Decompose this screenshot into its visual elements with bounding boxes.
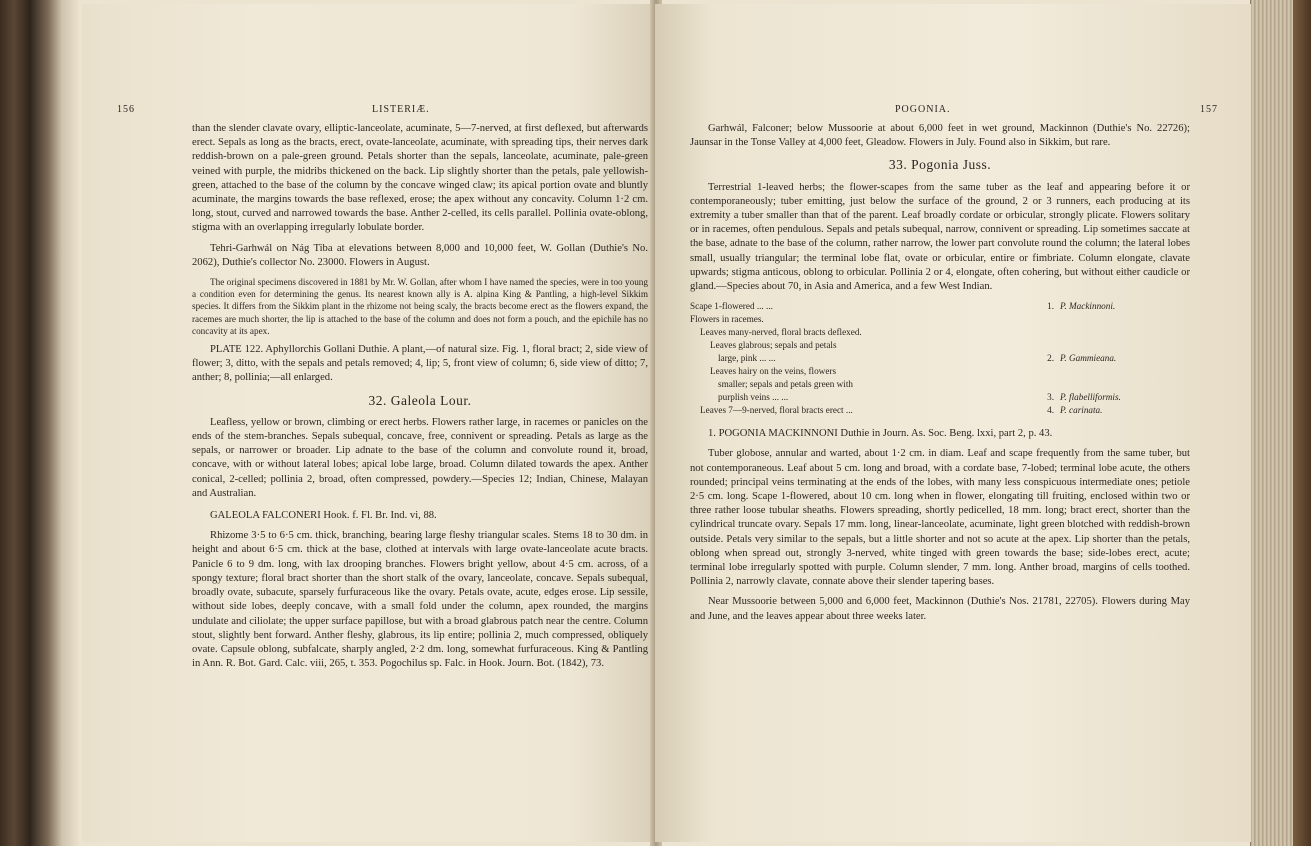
key-text: smaller; sepals and petals green with xyxy=(718,379,853,390)
species-reference: 1. POGONIA MACKINNONI Duthie in Journ. As. Soc. Beng. lxxi, part 2, p. 43. xyxy=(708,428,1053,440)
key-species: P. flabelliformis. xyxy=(1060,392,1121,403)
left-page xyxy=(82,4,655,842)
locality: Near Mussoorie between 5,000 and 6,000 feet, Mackinnon (Duthie's Nos. 21781, 22705). Flowers during May and June, and the leaves appear about three weeks later. xyxy=(690,596,1190,622)
key-species xyxy=(1054,378,1190,391)
species-key xyxy=(690,300,1190,417)
key-species xyxy=(1054,313,1190,326)
key-row xyxy=(690,300,1190,313)
running-head-left: LISTERIÆ. xyxy=(372,104,430,115)
key-number xyxy=(1032,339,1054,352)
page-edges xyxy=(1250,0,1311,846)
footnote: The original specimens discovered in 1881 by Mr. W. Gollan, after whom I have named the species, were in too young a condition even for determining the genus. Its nearest known ally is A. alpina King & Pantling, a high-level Sikkim species. It differs from the Sikkim plant in the rhizome not being scaly, the bracts become erect as the flowers expand, the racemes are much shorter, the lip is attached to the base of the column and does not form a pouch, and the epichile has no concavity at its apex. xyxy=(192,277,648,336)
key-species: P. Mackinnoni. xyxy=(1060,301,1116,312)
plate-caption: PLATE 122. Aphyllorchis Gollani Duthie. A plant,—of natural size. Fig. 1, floral bract; 2, side view of flower; 3, ditto, with the sepals and petals removed; 4, lip; 5, front view of column; 6, side view of ditto; 7, anther; 8, pollinia;—all enlarged. xyxy=(192,344,648,384)
key-number: 3. xyxy=(1047,392,1054,403)
key-text: Leaves hairy on the veins, flowers xyxy=(710,366,837,377)
right-page xyxy=(655,4,1251,842)
genus-heading: 32. Galeola Lour. xyxy=(368,392,472,408)
key-species xyxy=(1054,365,1190,378)
key-text: Leaves 7—9-nerved, floral bracts erect ... xyxy=(700,405,853,416)
species-reference: GALEOLA FALCONERI Hook. f. Fl. Br. Ind. vi, 88. xyxy=(210,510,437,522)
genus-description: Terrestrial 1-leaved herbs; the flower-scapes from the same tuber as the leaf and appearing before it or contemporaneously; tuber emitting, just below the surface of the ground, 2 or 3 runners, each producing at its extremity a tuber smaller than that of the parent. Leaf broadly cordate or orbicular, strongly plicate. Flowers solitary or in racemes, often pendulous. Sepals and petals subequal, narrow, connivent or spreading. Lip sometimes saccate at the base, adnate to the base of the column, rather narrow, the lower part convolute round the column; the lateral lobes small, usually triangular; the terminal lobe flat, ovate or orbicular, entire or fimbriate. Column elongate, clavate upwards; stigma anticous, oblong to orbicular. Pollinia 2 or 4, elongate, often cohering, but without either caudicle or gland.—Species about 70, in Asia and America, and a few West Indian. xyxy=(690,181,1190,293)
key-text: Flowers in racemes. xyxy=(690,314,764,325)
key-text: Scape 1-flowered ... ... xyxy=(690,301,773,312)
key-number xyxy=(1032,313,1054,326)
genus-description: Leafless, yellow or brown, climbing or erect herbs. Flowers rather large, in racemes or panicles on the ends of the stem-branches. Sepals subequal, concave, free, connivent or spreading. Petals as large as the sepals, or narrower or broader. Lip adnate to the base of the column and convolute round it, broad, concave, with or without lateral lobes; apical lobe large, broad. Column dilated towards the apex. Anther conical, 2-celled; pollinia 2, broad, often compressed, powdery.—Species 12; Indian, Chinese, Malayan and Australian. xyxy=(192,416,648,499)
key-number: 4. xyxy=(1047,405,1054,416)
key-species xyxy=(1054,326,1190,339)
running-head-right: POGONIA. xyxy=(895,104,951,115)
key-text: Leaves glabrous; sepals and petals xyxy=(710,340,837,351)
key-row xyxy=(690,365,1190,378)
paragraph: Tehri-Garhwál on Nág Tiba at elevations between 8,000 and 10,000 feet, W. Gollan (Duthie's No. 2062), Duthie's collector No. 23000. Flowers in August. xyxy=(192,242,648,268)
species-description: Rhizome 3·5 to 6·5 cm. thick, branching, bearing large fleshy triangular scales. Stems 18 to 30 dm. in height and about 6·5 cm. thick at the base, clothed at intervals with large ovate-lanceolate acute bracts. Panicle 6 to 9 dm. long, with lax drooping branches. Flowers bright yellow, about 4·5 cm. across, of a spongy texture; floral bract shorter than the short stalk of the ovary, lanceolate, concave. Sepals subequal, broadly ovate, subacute, sparsely furfuraceous like the ovary. Petals ovate, acute, edges erose. Lip sessile, without side lobes, deeply concave, with a small fold under the column, apex rounded, the margins undulate and ciliolate; the upper surface papillose, but with a broad glabrous patch near the centre. Column stout, slightly bent forward. Anther fleshy, glabrous, its lip entire; pollinia 2, much compressed, obliquely ovate. Capsule oblong, subfalcate, sharply angled, 2·2 dm. long, somewhat furfuraceous. King & Pantling in Ann. R. Bot. Gard. Calc. viii, 265, t. 353. Pogochilus sp. Falc. in Hook. Journ. Bot. (1842), 73. xyxy=(192,530,648,670)
key-row xyxy=(690,378,1190,391)
key-number xyxy=(1032,326,1054,339)
key-text: Leaves many-nerved, floral bracts deflexed. xyxy=(700,327,862,338)
key-number: 1. xyxy=(1047,301,1054,312)
key-number: 2. xyxy=(1047,353,1054,364)
key-row xyxy=(690,404,1190,417)
key-number xyxy=(1032,378,1054,391)
paragraph: than the slender clavate ovary, elliptic-lanceolate, acuminate, 5—7-nerved, at first deflexed, but afterwards erect. Sepals as long as the bracts, erect, ovate-lanceolate, acuminate, with spreading tips, their nerves dark reddish-brown on a pale-green ground. Petals shorter than the sepals, lanceolate, acuminate, pale-green veined with purple, the midribs thickened on the back. Lip slightly shorter than the petals, pale yellowish-green, attached to the base of the column by the concave winged claw; its apical portion ovate and bluntly acuminate, the margins towards the base reflexed, erose; the apex without any concavity. Column 1·2 cm. long, stout, curved and narrowed towards the base. Anther 2-celled, its cells parallel. Pollinia ovate-oblong, stigma with an overlapping irregularly lobulate border. xyxy=(192,123,648,234)
key-row xyxy=(690,391,1190,404)
key-row xyxy=(690,326,1190,339)
key-number xyxy=(1032,365,1054,378)
left-column xyxy=(192,122,648,677)
key-species: P. carinata. xyxy=(1060,405,1103,416)
key-row xyxy=(690,313,1190,326)
species-description: Tuber globose, annular and warted, about 1·2 cm. in diam. Leaf and scape frequently from the same tuber, but not contemporaneous. Leaf about 5 cm. long and broad, with a cordate base, 7-lobed; terminal lobe acute, the others rounded; principal veins terminating at the ends of the lobes, with many less conspicuous intermediate ones; petiole 2·5 cm. long. Scape 1-flowered, about 10 cm. long when in flower, elongating till fruiting, enclosed within two or three rather loose tubular sheaths. Flowers spreading, shortly pedicelled, 18 mm. long; bract erect, shorter than the cylindrical truncate ovary. Sepals 17 mm. long, linear-lanceolate, acuminate, light green blotched with reddish-brown outside. Petals very similar to the sepals, but a little shorter and not so acute at the apex. Lip shorter than the petals, oblong when spread out, strongly 3-nerved, white tinged with green towards the base; side-lobes erect, acute; terminal lobe irregularly spotted with purple. Column slender, 7 mm. long. Anther broad, margins of cells toothed. Pollinia 2, narrowly clavate, connate above their slender tapering bases. xyxy=(690,448,1190,588)
genus-heading: 33. Pogonia Juss. xyxy=(888,157,992,173)
page-number-right: 157 xyxy=(1200,104,1218,115)
right-column xyxy=(690,122,1190,630)
key-row xyxy=(690,339,1190,352)
key-species: P. Gammieana. xyxy=(1060,353,1117,364)
key-text: purplish veins ... ... xyxy=(718,392,789,403)
paragraph: Garhwál, Falconer; below Mussoorie at about 6,000 feet in wet ground, Mackinnon (Duthie's No. 22726); Jaunsar in the Tonse Valley at 4,000 feet, Gleadow. Flowers in July. Found also in Sikkim, but rare. xyxy=(690,123,1190,149)
key-species xyxy=(1054,339,1190,352)
page-number-left: 156 xyxy=(117,104,135,115)
key-row xyxy=(690,352,1190,365)
key-text: large, pink ... ... xyxy=(718,353,776,364)
